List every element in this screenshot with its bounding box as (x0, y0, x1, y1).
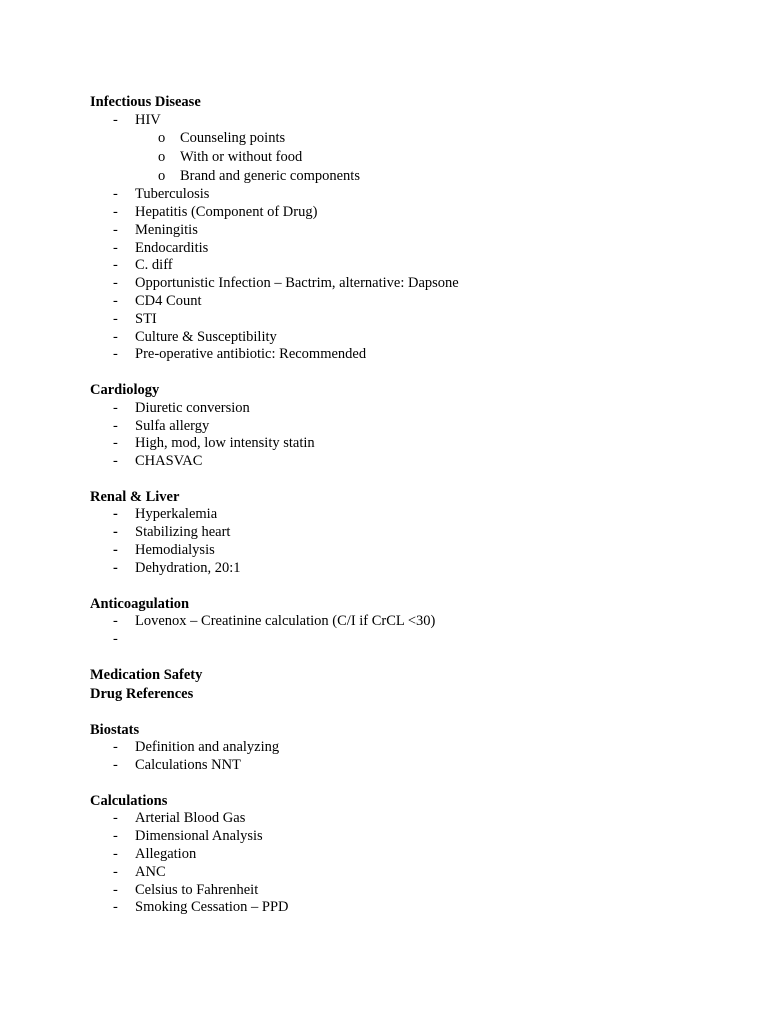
section-drug-references (90, 685, 730, 704)
section-infectious-disease (90, 93, 730, 364)
list-item (90, 613, 730, 631)
list-item-text: Dimensional Analysis (135, 828, 263, 845)
list-item (90, 757, 730, 775)
list-item-text: HIV (135, 111, 161, 128)
dash-bullet: - (113, 310, 118, 327)
list-item (90, 257, 730, 275)
dash-bullet: - (113, 186, 118, 203)
dash-bullet: - (113, 435, 118, 452)
dash-bullet: - (113, 399, 118, 416)
list-item-text: Dehydration, 20:1 (135, 559, 241, 576)
list-item (90, 435, 730, 453)
section-biostats (90, 721, 730, 775)
list-item (90, 400, 730, 418)
list-item-text: Endocarditis (135, 239, 209, 256)
dash-bullet: - (113, 542, 118, 559)
list-item-text: Diuretic conversion (135, 399, 250, 416)
section-cardiology (90, 381, 730, 471)
list-item-text: Celsius to Fahrenheit (135, 881, 259, 898)
sub-list-item (90, 148, 730, 167)
list-item-text: STI (135, 310, 157, 327)
list-item-text: Lovenox – Creatinine calculation (C/I if CrCL <30) (135, 613, 436, 630)
list-item-text: Stabilizing heart (135, 524, 231, 541)
list-item (90, 631, 730, 649)
list-item-text: High, mod, low intensity statin (135, 435, 315, 452)
list-item-text: Pre-operative antibiotic: Recommended (135, 346, 367, 363)
list-item (90, 204, 730, 222)
dash-bullet: - (113, 417, 118, 434)
list-item-text: Opportunistic Infection – Bactrim, alternative: Dapsone (135, 275, 459, 292)
list-item (90, 329, 730, 347)
sub-list-item-text: Brand and generic components (180, 168, 360, 185)
sub-list-item-text: Counseling points (180, 130, 286, 147)
dash-bullet: - (113, 559, 118, 576)
section-anticoagulation (90, 595, 730, 649)
list-item (90, 346, 730, 364)
section-heading: Biostats (90, 721, 140, 738)
dash-bullet: - (113, 346, 118, 363)
section-heading: Drug References (90, 686, 194, 703)
list-item (90, 899, 730, 917)
list-item (90, 506, 730, 524)
list-item (90, 453, 730, 471)
circle-bullet: o (158, 130, 166, 147)
list-item (90, 739, 730, 757)
bullet-list (90, 739, 730, 775)
sub-bullet-list (135, 129, 730, 186)
list-item (90, 418, 730, 436)
list-item-text: ANC (135, 863, 166, 880)
dash-bullet: - (113, 613, 118, 630)
sub-list-item (90, 129, 730, 148)
sub-list-item (90, 167, 730, 186)
bullet-list (90, 112, 730, 365)
list-item (90, 810, 730, 828)
dash-bullet: - (113, 828, 118, 845)
list-item-text: Meningitis (135, 221, 198, 238)
section-heading: Calculations (90, 792, 168, 809)
list-item (90, 828, 730, 846)
dash-bullet: - (113, 863, 118, 880)
dash-bullet: - (113, 239, 118, 256)
sub-list-item-text: With or without food (180, 149, 303, 166)
list-item-text: Arterial Blood Gas (135, 810, 246, 827)
section-heading: Medication Safety (90, 666, 203, 683)
list-item-text: Culture & Susceptibility (135, 328, 277, 345)
list-item-text: CD4 Count (135, 293, 202, 310)
list-item (90, 240, 730, 258)
dash-bullet: - (113, 630, 118, 647)
dash-bullet: - (113, 293, 118, 310)
section-heading: Infectious Disease (90, 94, 201, 110)
list-item-text: Smoking Cessation – PPD (135, 899, 289, 916)
list-item (90, 112, 730, 187)
dash-bullet: - (113, 881, 118, 898)
list-item (90, 560, 730, 578)
dash-bullet: - (113, 111, 118, 128)
list-item-text: Hyperkalemia (135, 506, 218, 523)
list-item (90, 542, 730, 560)
list-item (90, 186, 730, 204)
document-page (90, 93, 730, 917)
list-item (90, 864, 730, 882)
dash-bullet: - (113, 524, 118, 541)
list-item (90, 222, 730, 240)
circle-bullet: o (158, 149, 166, 166)
section-heading: Anticoagulation (90, 595, 190, 612)
dash-bullet: - (113, 221, 118, 238)
dash-bullet: - (113, 845, 118, 862)
dash-bullet: - (113, 739, 118, 756)
section-medication-safety (90, 666, 730, 685)
dash-bullet: - (113, 506, 118, 523)
bullet-list (90, 506, 730, 577)
section-calculations (90, 792, 730, 917)
dash-bullet: - (113, 328, 118, 345)
dash-bullet: - (113, 257, 118, 274)
list-item (90, 293, 730, 311)
list-item (90, 311, 730, 329)
bullet-list (90, 613, 730, 649)
section-renal-liver (90, 488, 730, 578)
dash-bullet: - (113, 275, 118, 292)
list-item-text: Hemodialysis (135, 542, 215, 559)
section-heading: Cardiology (90, 382, 160, 399)
section-heading: Renal & Liver (90, 488, 180, 505)
dash-bullet: - (113, 204, 118, 221)
list-item-text: Tuberculosis (135, 186, 210, 203)
list-item-text: Calculations NNT (135, 757, 241, 774)
bullet-list (90, 810, 730, 917)
list-item (90, 882, 730, 900)
list-item-text: Sulfa allergy (135, 417, 210, 434)
list-item-text: Allegation (135, 845, 197, 862)
list-item (90, 275, 730, 293)
list-item-text: Definition and analyzing (135, 739, 280, 756)
list-item-text: Hepatitis (Component of Drug) (135, 204, 318, 221)
list-item-text: C. diff (135, 257, 173, 274)
dash-bullet: - (113, 810, 118, 827)
dash-bullet: - (113, 453, 118, 470)
list-item (90, 846, 730, 864)
dash-bullet: - (113, 757, 118, 774)
list-item (90, 524, 730, 542)
bullet-list (90, 400, 730, 471)
list-item-text: CHASVAC (135, 453, 203, 470)
dash-bullet: - (113, 899, 118, 916)
circle-bullet: o (158, 168, 166, 185)
